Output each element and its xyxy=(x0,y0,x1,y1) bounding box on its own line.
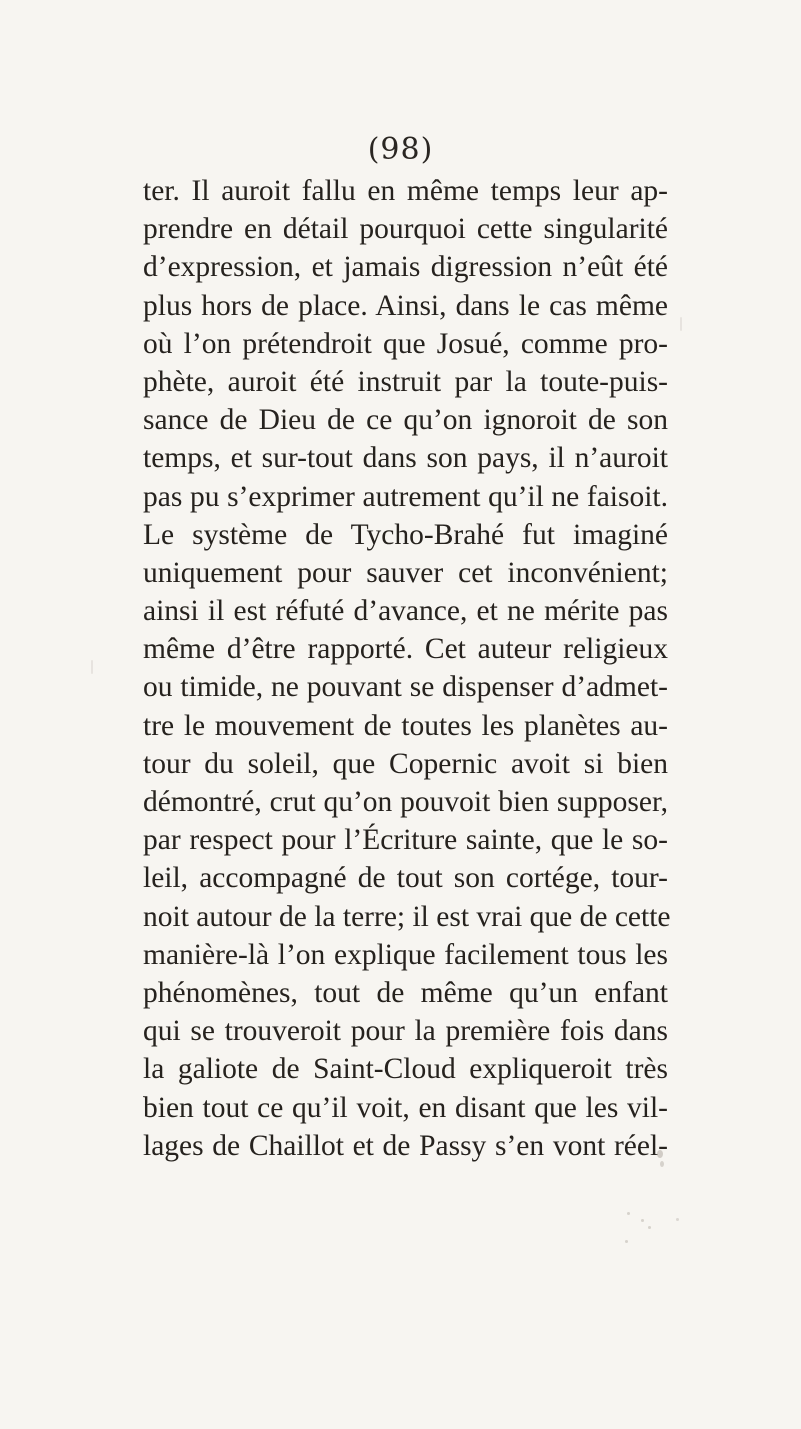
text-line: ou timide, ne pouvant se dispenser d’admet- xyxy=(143,671,668,704)
text-line: par respect pour l’Écriture sainte, que le so- xyxy=(143,824,668,857)
text-line: d’expression, et jamais digression n’eût été xyxy=(143,251,668,284)
text-line: qui se trouveroit pour la première fois dans xyxy=(143,1015,668,1048)
paper-speck xyxy=(627,1212,630,1215)
paper-speck xyxy=(676,1218,679,1221)
text-line: phénomènes, tout de même qu’un enfant xyxy=(143,976,668,1009)
text-line: Le système de Tycho-Brahé fut imaginé xyxy=(143,518,668,551)
text-line: plus hors de place. Ainsi, dans le cas même xyxy=(143,289,668,322)
text-line: même d’être rapporté. Cet auteur religieux xyxy=(143,633,668,666)
text-line: noit autour de la terre; il est vrai que de cette xyxy=(143,900,671,933)
text-line: tour du soleil, que Copernic avoit si bien xyxy=(143,747,668,780)
text-line: uniquement pour sauver cet inconvénient; xyxy=(143,556,668,589)
text-line: bien tout ce qu’il voit, en disant que les vil- xyxy=(143,1091,668,1124)
text-line: ter. Il auroit fallu en même temps leur ap- xyxy=(143,175,668,207)
text-line: la galiote de Saint-Cloud expliqueroit très xyxy=(143,1053,668,1086)
text-line: prendre en détail pourquoi cette singularité xyxy=(143,213,668,246)
paper-speck xyxy=(657,1150,663,1158)
text-line: pas pu s’exprimer autrement qu’il ne faisoit. xyxy=(143,480,668,513)
text-line: manière-là l’on explique facilement tous les xyxy=(143,938,668,971)
paper-speck xyxy=(648,1226,651,1229)
page-number: (98) xyxy=(367,132,434,167)
paper-speck xyxy=(641,1219,644,1222)
text-line: leil, accompagné de tout son cortége, tour- xyxy=(143,862,668,895)
paper-speck xyxy=(91,660,93,674)
paper-speck xyxy=(680,317,682,331)
text-line: ainsi il est réfuté d’avance, et ne mérite pas xyxy=(143,595,668,628)
body-text xyxy=(143,172,671,1165)
paper-speck xyxy=(660,1161,664,1167)
text-line: tre le mouvement de toutes les planètes au- xyxy=(143,709,668,742)
text-line: lages de Chaillot et de Passy s’en vont réel- xyxy=(143,1129,668,1162)
text-line: temps, et sur-tout dans son pays, il n’auroit xyxy=(143,442,668,475)
text-line: phète, auroit été instruit par la toute-puis- xyxy=(143,365,668,398)
paper-speck xyxy=(625,1240,628,1243)
text-line: démontré, crut qu’on pouvoit bien supposer, xyxy=(143,786,668,818)
text-line: sance de Dieu de ce qu’on ignoroit de son xyxy=(143,404,668,437)
text-line: où l’on prétendroit que Josué, comme pro- xyxy=(143,327,668,360)
